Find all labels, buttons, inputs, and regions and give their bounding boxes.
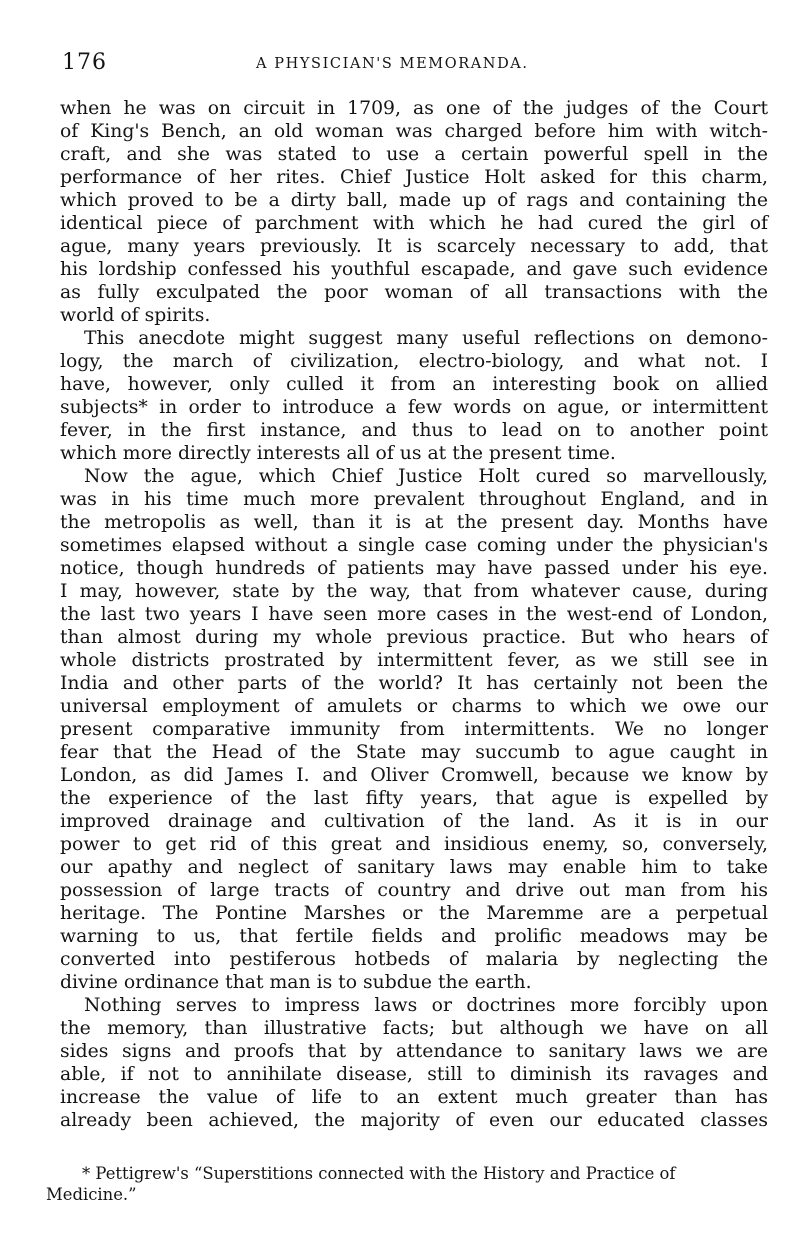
text-line: heritage. The Pontine Marshes or the Maremme are a perpetual — [60, 903, 768, 924]
footnote-line: * Pettigrew's “Superstitions connected with the History and Practice of — [82, 1164, 676, 1183]
text-line: when he was on circuit in 1709, as one of the judges of the Court — [60, 98, 768, 119]
text-line: fear that the Head of the State may succumb to ague caught in — [60, 742, 768, 763]
text-line: increase the value of life to an extent much greater than has — [60, 1087, 768, 1108]
text-line: Nothing serves to impress laws or doctrines more forcibly upon — [84, 995, 768, 1016]
text-line: warning to us, that fertile fields and prolific meadows may be — [60, 926, 768, 947]
text-line: his lordship confessed his youthful escapade, and gave such evidence — [60, 259, 768, 280]
text-line: notice, though hundreds of patients may have passed under his eye. — [60, 558, 768, 579]
text-line: divine ordinance that man is to subdue the earth. — [60, 972, 532, 993]
text-line: Now the ague, which Chief Justice Holt cured so marvellously, — [84, 466, 768, 487]
text-line: identical piece of parchment with which he had cured the girl of — [60, 213, 768, 234]
text-line: present comparative immunity from intermittents. We no longer — [60, 719, 768, 740]
text-line: I may, however, state by the way, that from whatever cause, during — [60, 581, 768, 602]
running-head — [62, 50, 766, 80]
text-line: as fully exculpated the poor woman of all transactions with the — [60, 282, 768, 303]
text-line: able, if not to annihilate disease, still to diminish its ravages and — [60, 1064, 768, 1085]
text-line: subjects* in order to introduce a few words on ague, or intermittent — [60, 397, 768, 418]
text-line: whole districts prostrated by intermittent fever, as we still see in — [60, 650, 768, 671]
text-line: our apathy and neglect of sanitary laws may enable him to take — [60, 857, 768, 878]
text-line: craft, and she was stated to use a certain powerful spell in the — [60, 144, 768, 165]
text-line: already been achieved, the majority of even our educated classes — [60, 1110, 768, 1131]
text-line: have, however, only culled it from an interesting book on allied — [60, 374, 768, 395]
text-line: power to get rid of this great and insidious enemy, so, conversely, — [60, 834, 768, 855]
running-title: A PHYSICIAN'S MEMORANDA. — [256, 56, 529, 72]
text-line: which more directly interests all of us at the present time. — [60, 443, 616, 464]
text-line: world of spirits. — [60, 305, 211, 326]
text-line: sometimes elapsed without a single case coming under the physician's — [60, 535, 768, 556]
text-line: was in his time much more prevalent throughout England, and in — [60, 489, 768, 510]
page-number: 176 — [62, 50, 107, 75]
text-line: than almost during my whole previous practice. But who hears of — [60, 627, 768, 648]
text-line: the last two years I have seen more cases in the west-end of London, — [60, 604, 768, 625]
text-line: sides signs and proofs that by attendance to sanitary laws we are — [60, 1041, 768, 1062]
text-line: which proved to be a dirty ball, made up of rags and containing the — [60, 190, 768, 211]
text-line: the metropolis as well, than it is at the present day. Months have — [60, 512, 768, 533]
text-line: This anecdote might suggest many useful reflections on demono- — [84, 328, 768, 349]
body-text — [60, 97, 768, 1132]
text-line: ague, many years previously. It is scarcely necessary to add, that — [60, 236, 768, 257]
text-line: the memory, than illustrative facts; but although we have on all — [60, 1018, 768, 1039]
text-line: logy, the march of civilization, electro-biology, and what not. I — [60, 351, 768, 372]
text-line: possession of large tracts of country and drive out man from his — [60, 880, 768, 901]
text-line: improved drainage and cultivation of the land. As it is in our — [60, 811, 768, 832]
text-line: converted into pestiferous hotbeds of malaria by neglecting the — [60, 949, 768, 970]
text-line: fever, in the first instance, and thus to lead on to another point — [60, 420, 768, 441]
text-line: performance of her rites. Chief Justice Holt asked for this charm, — [60, 167, 768, 188]
text-line: universal employment of amulets or charms to which we owe our — [60, 696, 768, 717]
footnote-line: Medicine.” — [46, 1185, 137, 1204]
text-line: London, as did James I. and Oliver Cromwell, because we know by — [60, 765, 768, 786]
footnote — [46, 1163, 766, 1205]
text-line: of King's Bench, an old woman was charged before him with witch- — [60, 121, 768, 142]
text-line: India and other parts of the world? It has certainly not been the — [60, 673, 768, 694]
text-line: the experience of the last fifty years, that ague is expelled by — [60, 788, 768, 809]
